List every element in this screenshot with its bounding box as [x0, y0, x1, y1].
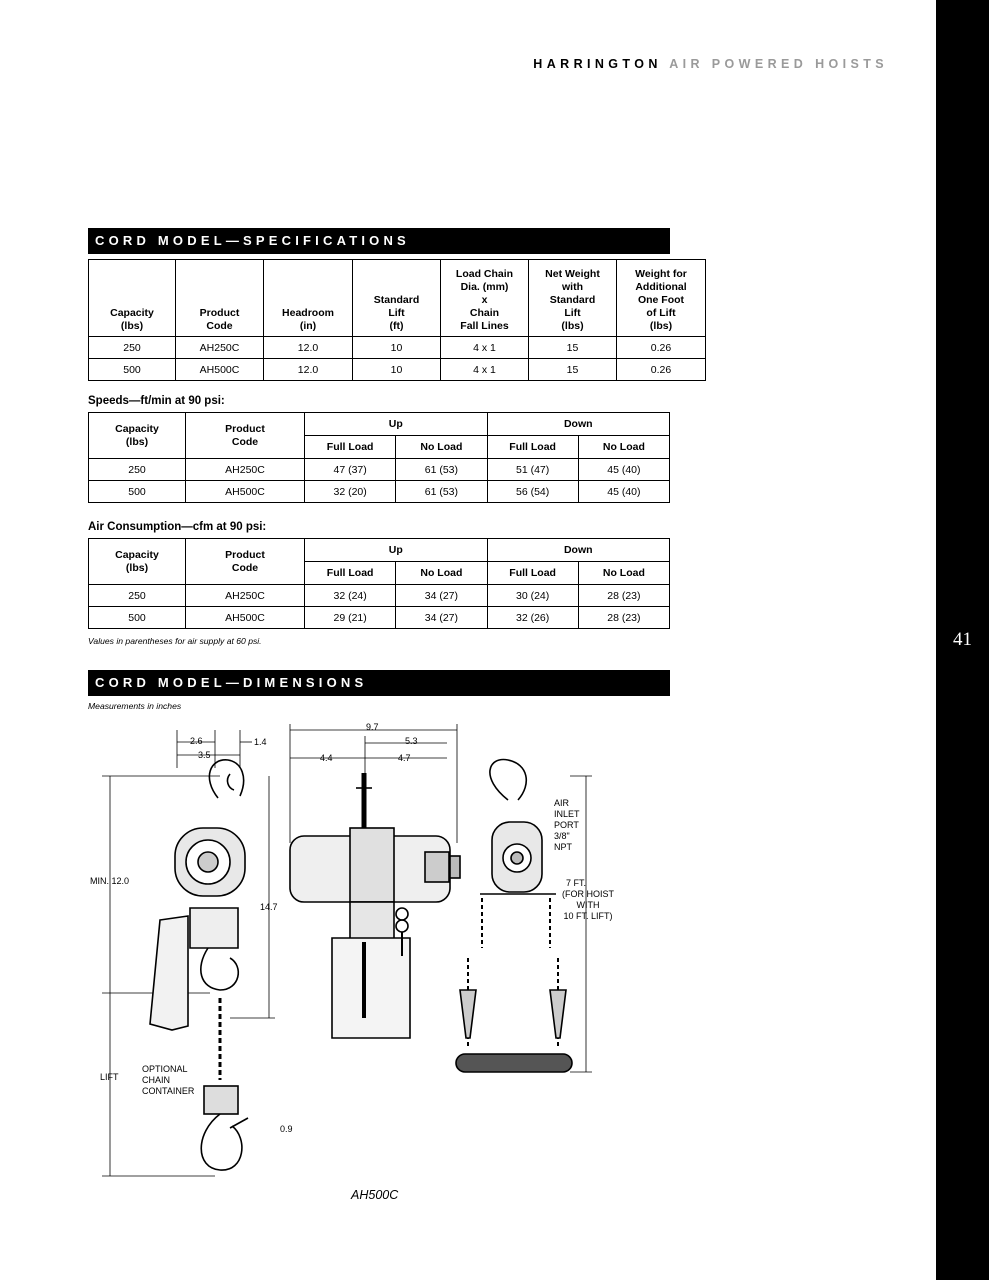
spec-header-4: Load Chain Dia. (mm) x Chain Fall Lines [441, 260, 529, 337]
air-row [89, 585, 670, 607]
speed-row [89, 481, 670, 503]
spec-header-3: Standard Lift (ft) [353, 260, 441, 337]
dim-3-5: 3.5 [198, 750, 211, 760]
speed-cell: 32 (20) [305, 481, 396, 503]
running-head [533, 57, 888, 71]
air-cell: 28 (23) [578, 585, 669, 607]
page-number: 41 [953, 629, 972, 650]
dim-4-7: 4.7 [398, 753, 411, 763]
psi-note: Values in parentheses for air supply at 60 psi. [88, 636, 262, 646]
air-caption: Air Consumption—cfm at 90 psi: [88, 521, 267, 533]
col-product-code: Product Code [186, 539, 305, 585]
col-capacity: Capacity (lbs) [89, 413, 186, 459]
optional-label-2: CHAIN [142, 1075, 171, 1085]
air-inlet-2: INLET [554, 809, 580, 819]
speed-cell: 61 (53) [396, 481, 487, 503]
spec-cell: 250 [89, 337, 176, 359]
air-inlet-3: PORT [554, 820, 579, 830]
speed-cell: 45 (40) [578, 459, 669, 481]
group-up: Up [305, 413, 488, 436]
speed-cell: 61 (53) [396, 459, 487, 481]
air-cell: 250 [89, 585, 186, 607]
air-cell: 28 (23) [578, 607, 669, 629]
air-cell: AH500C [186, 607, 305, 629]
seven-ft-4: 10 FT. LIFT) [563, 911, 613, 921]
sub-no-load: No Load [578, 436, 669, 459]
air-inlet-4: 3/8" [554, 831, 570, 841]
spec-cell: 4 x 1 [441, 337, 529, 359]
air-row [89, 607, 670, 629]
speed-cell: AH250C [186, 459, 305, 481]
group-down: Down [487, 413, 670, 436]
group-down: Down [487, 539, 670, 562]
optional-label-3: CONTAINER [142, 1086, 195, 1096]
sub-full-load: Full Load [487, 436, 578, 459]
seven-ft-1: 7 FT. [565, 878, 587, 888]
spec-header-6: Weight for Additional One Foot of Lift (lbs) [617, 260, 706, 337]
spec-row [89, 359, 706, 381]
air-inlet-1: AIR [554, 798, 570, 808]
speed-cell: 51 (47) [487, 459, 578, 481]
spec-cell: AH500C [176, 359, 264, 381]
air-cell: 29 (21) [305, 607, 396, 629]
seven-ft-2: (FOR HOIST [562, 889, 614, 899]
spec-header-5: Net Weight with Standard Lift (lbs) [529, 260, 617, 337]
dim-min-12: MIN. 12.0 [90, 876, 130, 886]
dim-14-7: 14.7 [260, 902, 278, 912]
spec-header-2: Headroom (in) [264, 260, 353, 337]
spec-cell: 10 [353, 337, 441, 359]
air-cell: 34 (27) [396, 585, 487, 607]
spec-cell: 12.0 [264, 359, 353, 381]
air-cell: 30 (24) [487, 585, 578, 607]
speeds-caption: Speeds—ft/min at 90 psi: [88, 395, 225, 407]
dim-1-4: 1.4 [254, 737, 267, 747]
spec-row [89, 337, 706, 359]
air-cell: 500 [89, 607, 186, 629]
speed-cell: 56 (54) [487, 481, 578, 503]
sub-full-load: Full Load [305, 562, 396, 585]
dim-2-6: 2.6 [190, 736, 203, 746]
dim-0-9: 0.9 [280, 1124, 293, 1134]
speeds-table [88, 412, 670, 503]
model-caption: AH500C [351, 1188, 399, 1202]
air-inlet-5: NPT [554, 842, 572, 852]
dim-4-4: 4.4 [320, 753, 333, 763]
group-up: Up [305, 539, 488, 562]
optional-label-1: OPTIONAL [142, 1064, 188, 1074]
spec-cell: 12.0 [264, 337, 353, 359]
spec-header-1: Product Code [176, 260, 264, 337]
dim-5-3: 5.3 [405, 736, 418, 746]
col-capacity: Capacity (lbs) [89, 539, 186, 585]
specifications-heading: CORD MODEL—SPECIFICATIONS [88, 228, 670, 254]
dim-lift: LIFT [100, 1072, 119, 1082]
speed-cell: 47 (37) [305, 459, 396, 481]
sub-full-load: Full Load [305, 436, 396, 459]
running-head-subtitle: AIR POWERED HOISTS [669, 57, 888, 71]
air-consumption-table [88, 538, 670, 629]
spec-cell: 0.26 [617, 359, 706, 381]
spec-cell: 15 [529, 337, 617, 359]
air-cell: 34 (27) [396, 607, 487, 629]
spec-cell: 500 [89, 359, 176, 381]
hoist-dimension-drawing [80, 712, 640, 1222]
spec-cell: AH250C [176, 337, 264, 359]
air-cell: AH250C [186, 585, 305, 607]
sub-no-load: No Load [396, 562, 487, 585]
col-product-code: Product Code [186, 413, 305, 459]
measurements-note: Measurements in inches [88, 701, 182, 711]
spec-cell: 10 [353, 359, 441, 381]
speed-cell: 250 [89, 459, 186, 481]
speed-cell: 500 [89, 481, 186, 503]
sub-no-load: No Load [396, 436, 487, 459]
seven-ft-3: WITH [576, 900, 600, 910]
spec-cell: 15 [529, 359, 617, 381]
dim-9-7: 9.7 [366, 722, 379, 732]
speed-row [89, 459, 670, 481]
air-cell: 32 (26) [487, 607, 578, 629]
spec-cell: 4 x 1 [441, 359, 529, 381]
spec-cell: 0.26 [617, 337, 706, 359]
specifications-table [88, 259, 706, 381]
spec-header-0: Capacity (lbs) [89, 260, 176, 337]
brand-name: HARRINGTON [533, 57, 662, 71]
speed-cell: 45 (40) [578, 481, 669, 503]
air-cell: 32 (24) [305, 585, 396, 607]
speed-cell: AH500C [186, 481, 305, 503]
sub-full-load: Full Load [487, 562, 578, 585]
dimensions-heading: CORD MODEL—DIMENSIONS [88, 670, 670, 696]
sub-no-load: No Load [578, 562, 669, 585]
